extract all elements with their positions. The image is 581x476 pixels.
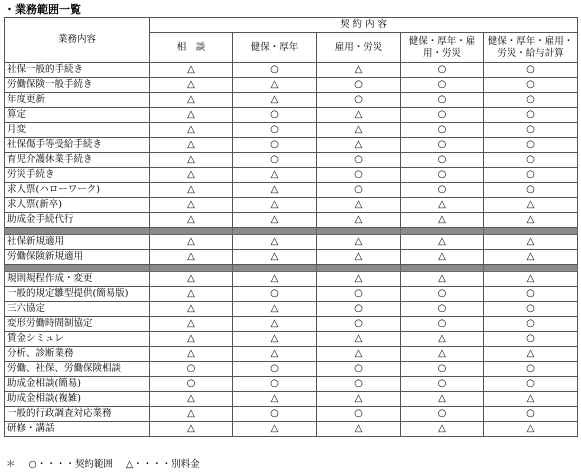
scope-mark: △	[150, 287, 233, 302]
scope-mark: ○	[233, 287, 317, 302]
scope-mark: ○	[484, 183, 578, 198]
scope-mark: △	[233, 347, 317, 362]
header-contract: 契 約 内 容	[150, 18, 578, 33]
scope-mark: ○	[401, 78, 484, 93]
scope-mark: ○	[233, 123, 317, 138]
scope-mark: △	[317, 272, 401, 287]
separator-cell	[484, 228, 578, 235]
table-row	[5, 250, 578, 265]
scope-mark: △	[150, 138, 233, 153]
table-row	[5, 108, 578, 123]
scope-mark: △	[317, 108, 401, 123]
scope-mark: △	[317, 392, 401, 407]
scope-mark: △	[150, 123, 233, 138]
table-row	[5, 123, 578, 138]
table-row	[5, 213, 578, 228]
scope-mark: ○	[401, 362, 484, 377]
scope-mark: ○	[317, 407, 401, 422]
scope-mark: ○	[233, 108, 317, 123]
task-name: 労働、社保、労働保険相談	[5, 362, 150, 377]
scope-mark: ○	[317, 362, 401, 377]
scope-mark: ○	[401, 108, 484, 123]
separator-cell	[484, 265, 578, 272]
scope-mark: ○	[484, 108, 578, 123]
table-row	[5, 302, 578, 317]
task-name: 規則規程作成・変更	[5, 272, 150, 287]
scope-mark: ○	[401, 183, 484, 198]
scope-mark: △	[401, 235, 484, 250]
scope-mark: △	[484, 422, 578, 437]
scope-mark: ○	[401, 138, 484, 153]
scope-mark: ○	[401, 123, 484, 138]
scope-mark: ○	[484, 317, 578, 332]
scope-mark: △	[484, 250, 578, 265]
scope-mark: △	[150, 347, 233, 362]
scope-mark: △	[317, 422, 401, 437]
scope-mark: ○	[150, 377, 233, 392]
scope-mark: ○	[484, 377, 578, 392]
footnote	[6, 458, 210, 472]
scope-mark: △	[401, 272, 484, 287]
scope-mark: ○	[317, 78, 401, 93]
scope-mark: ○	[484, 138, 578, 153]
scope-mark: ○	[233, 153, 317, 168]
task-name: 育児介護休業手続き	[5, 153, 150, 168]
scope-mark: ○	[484, 407, 578, 422]
task-name: 労働保険一般手続き	[5, 78, 150, 93]
group-separator	[5, 228, 578, 235]
group-separator	[5, 265, 578, 272]
scope-mark: △	[150, 422, 233, 437]
task-name: 三六協定	[5, 302, 150, 317]
header-col-employment-accident: 雇用・労災	[317, 33, 401, 63]
scope-mark: ○	[317, 377, 401, 392]
scope-mark: ○	[233, 407, 317, 422]
header-col-health-pension: 健保・厚年	[233, 33, 317, 63]
scope-mark: ○	[401, 302, 484, 317]
task-name: 一般的行政調査対応業務	[5, 407, 150, 422]
table-row	[5, 377, 578, 392]
scope-mark: △	[317, 123, 401, 138]
table-row	[5, 153, 578, 168]
task-name: 労働保険新規適用	[5, 250, 150, 265]
separator-cell	[233, 228, 317, 235]
scope-mark: △	[150, 153, 233, 168]
table-row	[5, 198, 578, 213]
scope-mark: △	[150, 272, 233, 287]
scope-mark: ○	[401, 317, 484, 332]
scope-mark: △	[233, 392, 317, 407]
scope-mark: △	[150, 317, 233, 332]
table-row	[5, 63, 578, 78]
task-name: 算定	[5, 108, 150, 123]
scope-mark: △	[484, 235, 578, 250]
task-name: 分析、診断業務	[5, 347, 150, 362]
scope-mark: △	[150, 93, 233, 108]
task-name: 助成金相談(簡易)	[5, 377, 150, 392]
scope-mark: △	[233, 93, 317, 108]
table-row	[5, 138, 578, 153]
scope-mark: ○	[317, 287, 401, 302]
header-col-all-payroll: 健保・厚年・雇用・労災・給与計算	[484, 33, 578, 63]
table-row	[5, 78, 578, 93]
legend-circle: ○・・・・契約範囲	[28, 459, 113, 470]
scope-mark: ○	[401, 63, 484, 78]
table-row	[5, 347, 578, 362]
scope-mark: ○	[484, 123, 578, 138]
scope-mark: △	[317, 250, 401, 265]
scope-mark: △	[484, 347, 578, 362]
task-name: 研修・講話	[5, 422, 150, 437]
separator-cell	[150, 265, 233, 272]
scope-mark: ○	[484, 63, 578, 78]
scope-mark: ○	[317, 93, 401, 108]
header-col-consult: 相 談	[150, 33, 233, 63]
scope-mark: △	[150, 183, 233, 198]
task-name: 月変	[5, 123, 150, 138]
separator-cell	[401, 265, 484, 272]
table-row	[5, 317, 578, 332]
scope-mark: △	[484, 198, 578, 213]
scope-mark: △	[233, 422, 317, 437]
table-row	[5, 168, 578, 183]
scope-mark: △	[317, 332, 401, 347]
scope-mark: △	[150, 198, 233, 213]
separator-cell	[233, 265, 317, 272]
separator-cell	[317, 228, 401, 235]
scope-mark: △	[233, 198, 317, 213]
scope-mark: △	[401, 250, 484, 265]
scope-mark: ○	[150, 362, 233, 377]
table-row	[5, 332, 578, 347]
scope-mark: ○	[233, 63, 317, 78]
scope-mark: △	[150, 250, 233, 265]
scope-mark: ○	[401, 153, 484, 168]
scope-mark: △	[150, 78, 233, 93]
scope-mark: △	[150, 235, 233, 250]
scope-mark: △	[317, 198, 401, 213]
page-title: ・業務範囲一覧	[4, 3, 81, 16]
scope-mark: △	[484, 392, 578, 407]
table-row	[5, 272, 578, 287]
scope-mark: ○	[401, 287, 484, 302]
separator-cell	[150, 228, 233, 235]
scope-mark: ○	[317, 183, 401, 198]
task-name: 助成金手続代行	[5, 213, 150, 228]
scope-mark: △	[150, 63, 233, 78]
scope-mark: ○	[317, 168, 401, 183]
scope-mark: ○	[484, 302, 578, 317]
scope-mark: △	[484, 213, 578, 228]
scope-mark: △	[233, 235, 317, 250]
task-name: 賃金シミュレ	[5, 332, 150, 347]
table-row	[5, 392, 578, 407]
scope-mark: △	[233, 302, 317, 317]
scope-mark: ○	[317, 302, 401, 317]
table-row	[5, 362, 578, 377]
scope-mark: ○	[401, 93, 484, 108]
scope-mark: △	[401, 392, 484, 407]
scope-mark: ○	[484, 332, 578, 347]
scope-mark: △	[401, 213, 484, 228]
scope-mark: △	[317, 63, 401, 78]
scope-mark: ○	[484, 78, 578, 93]
scope-mark: △	[150, 168, 233, 183]
scope-mark: △	[233, 78, 317, 93]
table-row	[5, 287, 578, 302]
scope-mark: ○	[401, 377, 484, 392]
scope-mark: △	[484, 272, 578, 287]
separator-cell	[5, 228, 150, 235]
task-name: 社保一般的手続き	[5, 63, 150, 78]
scope-mark: ○	[317, 153, 401, 168]
scope-mark: △	[233, 250, 317, 265]
table-row	[5, 235, 578, 250]
scope-mark: △	[317, 235, 401, 250]
scope-mark: △	[233, 183, 317, 198]
separator-cell	[401, 228, 484, 235]
scope-mark: ○	[484, 168, 578, 183]
table-row	[5, 422, 578, 437]
scope-mark: △	[401, 198, 484, 213]
separator-cell	[317, 265, 401, 272]
task-name: 求人票(ハローワーク)	[5, 183, 150, 198]
scope-mark: △	[233, 317, 317, 332]
scope-mark: △	[401, 347, 484, 362]
scope-mark: △	[317, 213, 401, 228]
scope-mark: ○	[233, 377, 317, 392]
legend-triangle: △・・・・別料金	[125, 459, 200, 470]
scope-mark: △	[401, 332, 484, 347]
header-task: 業務内容	[5, 18, 150, 63]
scope-mark: △	[317, 347, 401, 362]
task-name: 社保新規適用	[5, 235, 150, 250]
task-name: 一般的規定雛型提供(簡易版)	[5, 287, 150, 302]
task-name: 助成金相談(複雑)	[5, 392, 150, 407]
scope-mark: △	[317, 138, 401, 153]
header-col-all-four: 健保・厚年・雇用・労災	[401, 33, 484, 63]
table-row	[5, 407, 578, 422]
header-row-top	[5, 18, 578, 33]
scope-mark: ○	[233, 138, 317, 153]
scope-mark: △	[150, 108, 233, 123]
service-scope-table	[4, 17, 578, 437]
scope-mark: △	[150, 302, 233, 317]
table-row	[5, 93, 578, 108]
task-name: 年度更新	[5, 93, 150, 108]
scope-mark: △	[233, 272, 317, 287]
scope-mark: ○	[484, 287, 578, 302]
task-name: 変形労働時間制協定	[5, 317, 150, 332]
scope-mark: ○	[401, 407, 484, 422]
scope-mark: △	[150, 407, 233, 422]
scope-mark: △	[150, 213, 233, 228]
scope-mark: △	[150, 392, 233, 407]
scope-mark: △	[401, 422, 484, 437]
footnote-asterisk: ＊	[6, 459, 16, 470]
scope-mark: △	[233, 332, 317, 347]
scope-mark: ○	[401, 168, 484, 183]
scope-mark: ○	[484, 153, 578, 168]
task-name: 社保傷手等受給手続き	[5, 138, 150, 153]
table-row	[5, 183, 578, 198]
separator-cell	[5, 265, 150, 272]
scope-mark: △	[150, 332, 233, 347]
scope-mark: △	[233, 168, 317, 183]
scope-mark: ○	[233, 362, 317, 377]
scope-mark: ○	[484, 362, 578, 377]
scope-mark: ○	[317, 317, 401, 332]
task-name: 労災手続き	[5, 168, 150, 183]
task-name: 求人票(新卒)	[5, 198, 150, 213]
scope-mark: ○	[484, 93, 578, 108]
scope-mark: △	[233, 213, 317, 228]
